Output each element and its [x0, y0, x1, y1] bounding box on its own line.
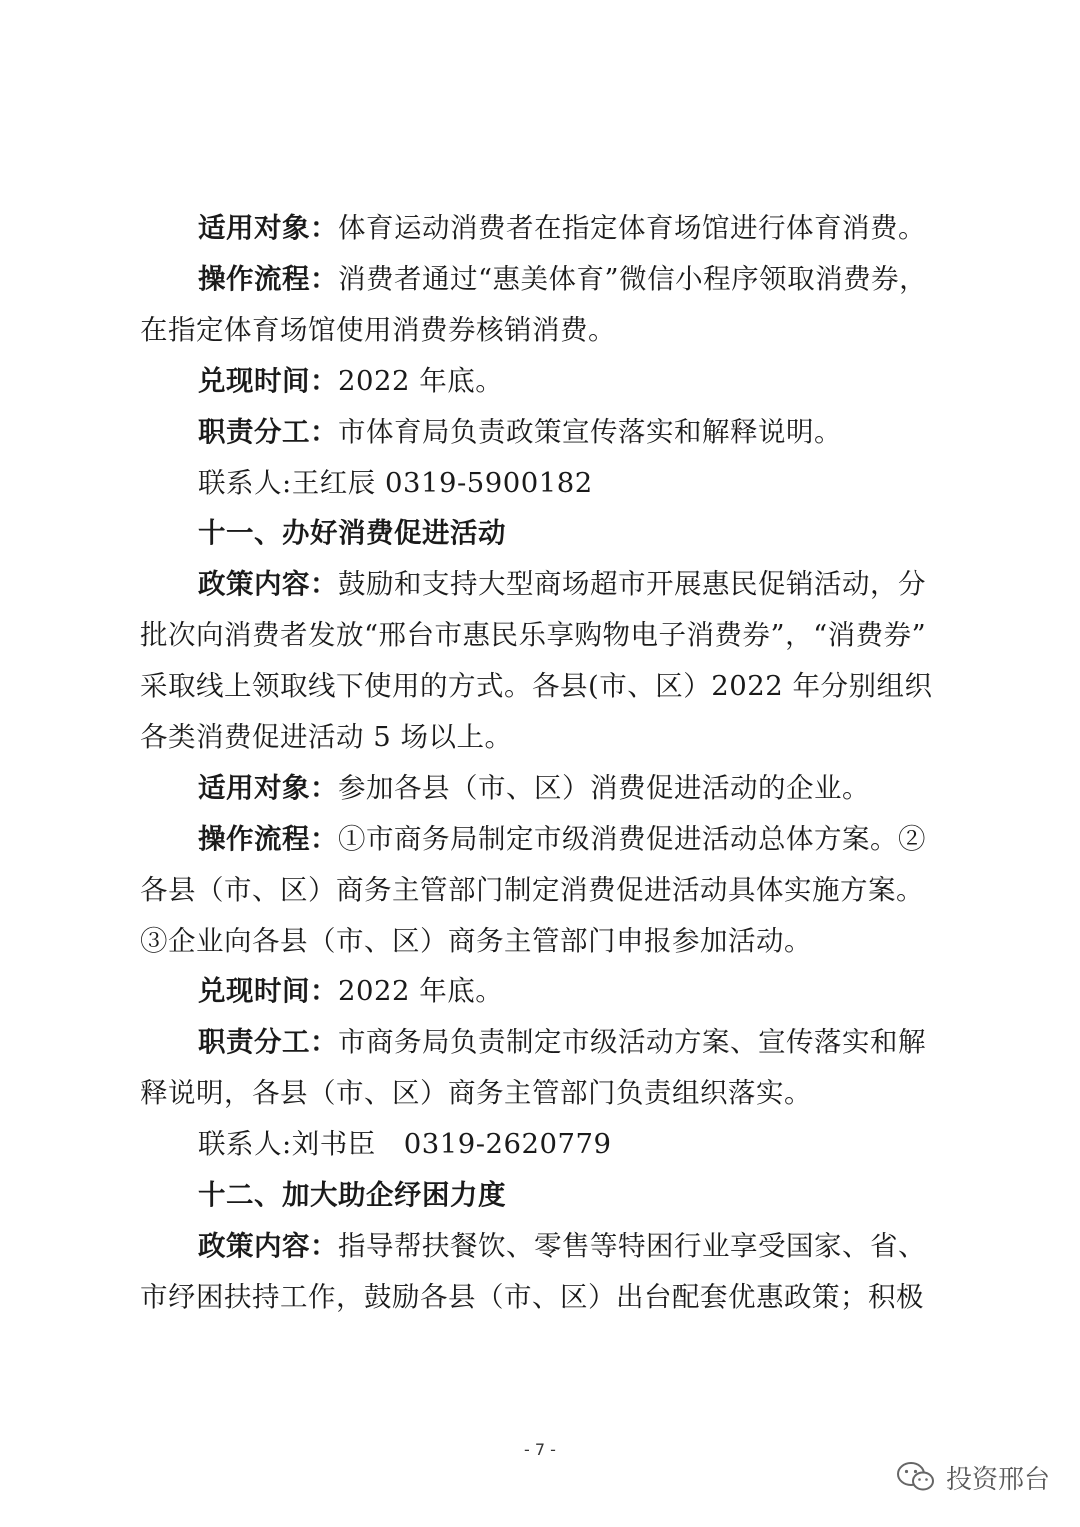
contact-line: 联系人:王红辰 0319-5900182 — [198, 467, 593, 499]
field-label: 操作流程： — [198, 823, 338, 855]
field-text: 市商务局负责制定市级活动方案、宣传落实和解 — [338, 1026, 926, 1058]
field-text: 鼓励和支持大型商场超市开展惠民促销活动，分 — [338, 568, 926, 600]
field-text: 指导帮扶餐饮、零售等特困行业享受国家、省、 — [338, 1230, 926, 1262]
field-text: ①市商务局制定市级消费促进活动总体方案。② — [338, 823, 926, 855]
field-text: 参加各县（市、区）消费促进活动的企业。 — [338, 772, 870, 804]
contact-line: 联系人:刘书臣 0319-2620779 — [198, 1128, 612, 1160]
field-text: 2022 年底。 — [338, 365, 504, 397]
field-text: 市体育局负责政策宣传落实和解释说明。 — [338, 416, 842, 448]
paragraph-line: ③企业向各县（市、区）商务主管部门申报参加活动。 — [140, 925, 812, 957]
paragraph-line — [198, 971, 940, 1011]
field-label: 适用对象： — [198, 212, 338, 244]
field-label: 政策内容： — [198, 1230, 338, 1262]
field-text: 2022 年底。 — [338, 975, 504, 1007]
field-label: 操作流程： — [198, 263, 338, 295]
paragraph-line: 采取线上领取线下使用的方式。各县(市、区）2022 年分别组织 — [140, 670, 933, 702]
field-label: 职责分工： — [198, 416, 338, 448]
paragraph-line: 释说明，各县（市、区）商务主管部门负责组织落实。 — [140, 1077, 812, 1109]
account-watermark — [896, 1455, 1050, 1499]
paragraph-line — [198, 208, 940, 248]
field-text: 消费者通过“惠美体育”微信小程序领取消费券， — [338, 263, 928, 295]
paragraph-line — [198, 259, 940, 299]
section-heading: 十二、加大助企纾困力度 — [198, 1179, 506, 1211]
paragraph-line: 市纾困扶持工作，鼓励各县（市、区）出台配套优惠政策；积极 — [140, 1281, 924, 1313]
paragraph-line — [198, 768, 940, 808]
wechat-icon — [896, 1460, 936, 1494]
field-label: 兑现时间： — [198, 365, 338, 397]
field-label: 适用对象： — [198, 772, 338, 804]
paragraph-line — [198, 1022, 940, 1062]
paragraph-line — [198, 1226, 940, 1266]
paragraph-line: 批次向消费者发放“邢台市惠民乐享购物电子消费券”，“消费券” — [140, 619, 927, 651]
field-label: 政策内容： — [198, 568, 338, 600]
paragraph-line: 在指定体育场馆使用消费券核销消费。 — [140, 314, 616, 346]
paragraph-line — [198, 361, 940, 401]
field-text: 体育运动消费者在指定体育场馆进行体育消费。 — [338, 212, 926, 244]
paragraph-line — [198, 564, 940, 604]
section-heading: 十一、办好消费促进活动 — [198, 517, 506, 549]
watermark-text: 投资邢台 — [945, 1464, 1050, 1495]
field-label: 兑现时间： — [198, 975, 338, 1007]
page-number: - 7 - — [524, 1440, 556, 1459]
paragraph-line — [198, 819, 940, 859]
field-label: 职责分工： — [198, 1026, 338, 1058]
paragraph-line: 各类消费促进活动 5 场以上。 — [140, 721, 513, 753]
paragraph-line — [198, 412, 940, 452]
paragraph-line: 各县（市、区）商务主管部门制定消费促进活动具体实施方案。 — [140, 874, 924, 906]
